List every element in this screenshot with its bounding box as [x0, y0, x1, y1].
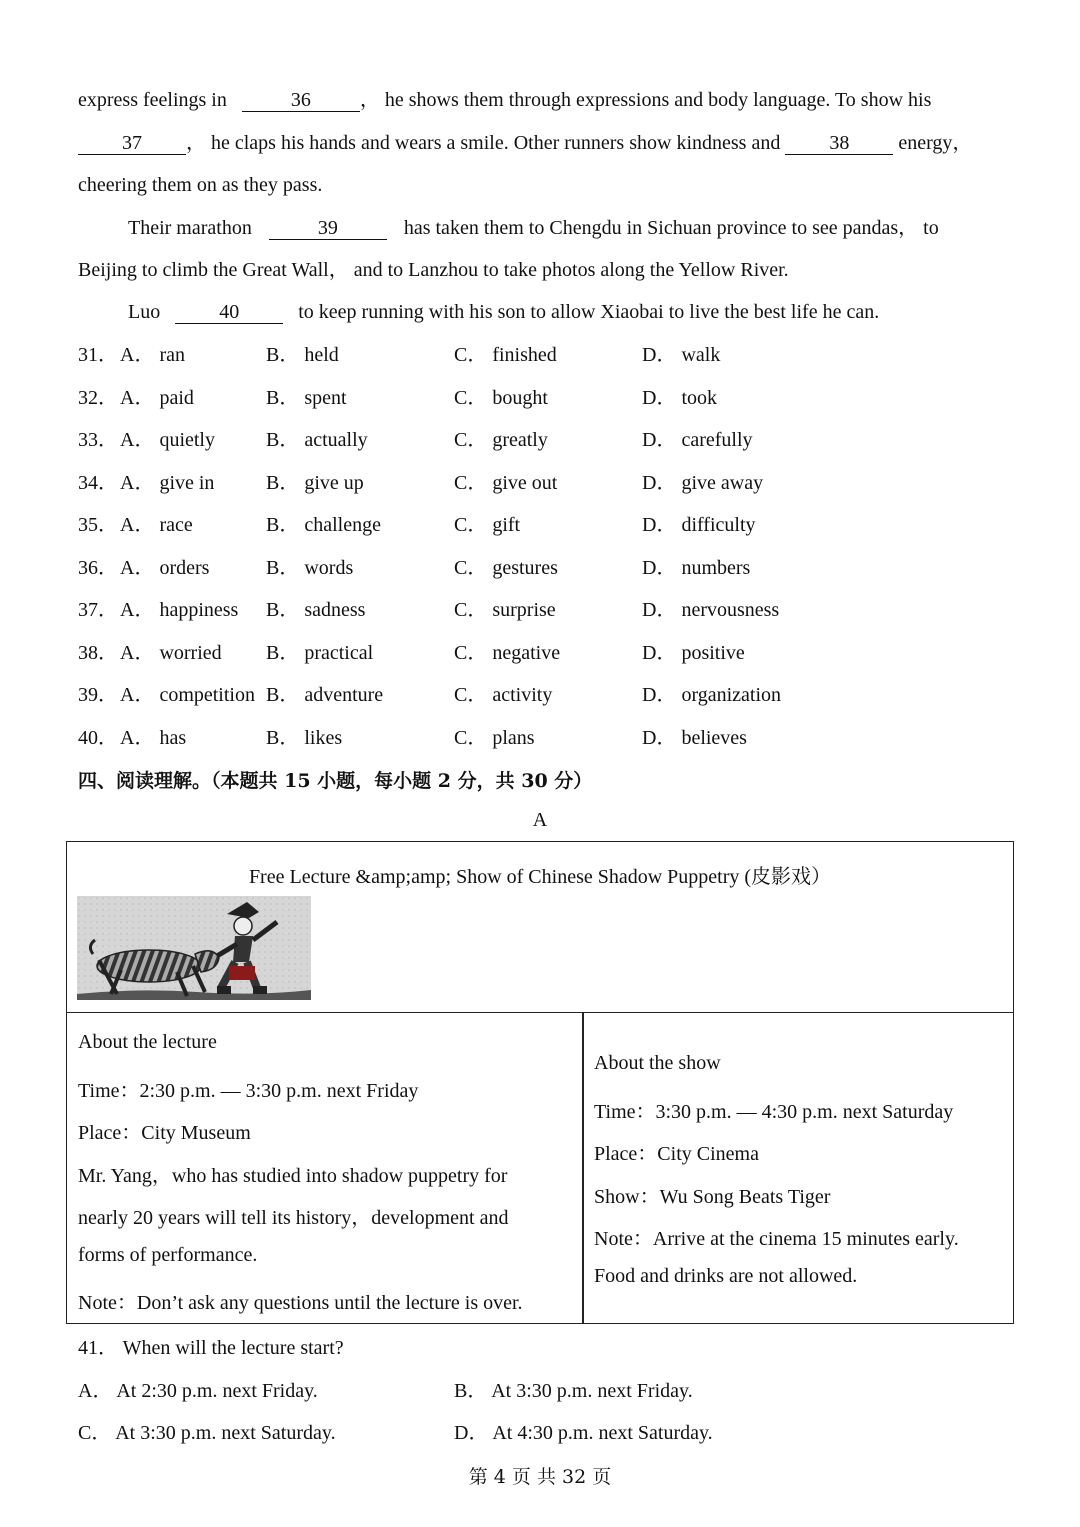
lecture-info-box [66, 1012, 584, 1324]
show-time: Time：3:30 p.m. — 4:30 p.m. next Saturday [594, 1101, 954, 1123]
page-footer: 第 4 页 共 32 页 [468, 1466, 612, 1488]
passage-line-6: Luo 40 to keep running with his son to allow Xiaobai to live the best life he can. [128, 301, 880, 323]
passage-line-2: 37 ， he claps his hands and wears a smile. Other runners show kindness and 38 energy， [78, 131, 972, 155]
blank-40: 40 [175, 301, 283, 324]
option-number: 36． [78, 556, 118, 579]
notice-header-box [66, 841, 1014, 1013]
option-choice-d[interactable]: D． difficulty [642, 514, 756, 536]
option-choice-b[interactable]: B． held [266, 344, 339, 366]
option-choice-a[interactable]: A． competition [120, 684, 255, 706]
option-choice-d[interactable]: D． walk [642, 344, 721, 366]
option-choice-d[interactable]: D． organization [642, 684, 782, 706]
show-heading: About the show [594, 1052, 721, 1074]
lecture-desc-3: forms of performance. [78, 1244, 258, 1266]
option-number: 34． [78, 471, 118, 494]
option-choice-b[interactable]: B． spent [266, 386, 347, 409]
option-choice-d[interactable]: D． carefully [642, 429, 753, 451]
show-name: Show：Wu Song Beats Tiger [594, 1186, 831, 1208]
option-choice-b[interactable]: B． adventure [266, 684, 384, 706]
show-info-box [582, 1012, 1014, 1324]
option-choice-b[interactable]: B． actually [266, 429, 368, 451]
shadow-puppet-image [77, 896, 311, 1000]
question-41-stem: 41． When will the lecture start? [78, 1337, 344, 1359]
option-number: 37． [78, 599, 118, 621]
option-choice-a[interactable]: A． race [120, 514, 193, 536]
passage-line-1: express feelings in 36 ， he shows them through expressions and body language. To show his [78, 89, 932, 111]
option-choice-a[interactable]: A． ran [120, 344, 185, 366]
notice-title: Free Lecture &amp;amp; Show of Chinese Shadow Puppetry (皮影戏） [248, 866, 832, 888]
option-choice-c[interactable]: C． finished [454, 344, 557, 366]
option-number: 32． [78, 386, 118, 409]
option-choice-b[interactable]: B． practical [266, 641, 374, 664]
option-choice-c[interactable]: C． gestures [454, 556, 558, 579]
passage-label: A [532, 809, 548, 831]
option-choice-c[interactable]: C． gift [454, 514, 521, 536]
question-41-option-a[interactable]: A． At 2:30 p.m. next Friday. [78, 1380, 318, 1402]
option-choice-a[interactable]: A． has [120, 726, 187, 749]
option-choice-c[interactable]: C． plans [454, 726, 535, 749]
option-choice-c[interactable]: C． greatly [454, 429, 548, 451]
option-choice-c[interactable]: C． give out [454, 471, 558, 494]
option-choice-a[interactable]: A． quietly [120, 429, 215, 451]
option-choice-d[interactable]: D． believes [642, 726, 747, 749]
option-choice-d[interactable]: D． give away [642, 471, 764, 494]
option-number: 35． [78, 514, 118, 536]
option-choice-c[interactable]: C． bought [454, 386, 548, 409]
show-note-2: Food and drinks are not allowed. [594, 1265, 858, 1287]
passage-line-5: Beijing to climb the Great Wall， and to Lanzhou to take photos along the Yellow River. [78, 259, 789, 281]
passage-line-3: cheering them on as they pass. [78, 174, 323, 196]
option-choice-c[interactable]: C． surprise [454, 599, 556, 621]
option-choice-a[interactable]: A． orders [120, 556, 210, 579]
question-41-option-b[interactable]: B． At 3:30 p.m. next Friday. [454, 1380, 693, 1402]
option-choice-b[interactable]: B． words [266, 556, 354, 579]
question-41-option-d[interactable]: D． At 4:30 p.m. next Saturday. [454, 1422, 713, 1444]
option-choice-d[interactable]: D． took [642, 386, 717, 409]
lecture-desc-1: Mr. Yang，who has studied into shadow puppetry for [78, 1165, 508, 1187]
lecture-time: Time：2:30 p.m. — 3:30 p.m. next Friday [78, 1080, 419, 1102]
option-choice-a[interactable]: A． paid [120, 386, 194, 409]
option-choice-b[interactable]: B． sadness [266, 599, 366, 621]
lecture-note: Note：Don’t ask any questions until the lecture is over. [78, 1292, 523, 1314]
option-choice-c[interactable]: C． activity [454, 684, 553, 706]
section-title: 四、阅读理解。（本题共 15 小题，每小题 2 分，共 30 分） [78, 770, 593, 792]
lecture-heading: About the lecture [78, 1031, 217, 1053]
option-choice-a[interactable]: A． happiness [120, 599, 239, 621]
show-note-1: Note：Arrive at the cinema 15 minutes early. [594, 1228, 959, 1250]
option-choice-a[interactable]: A． worried [120, 641, 222, 664]
blank-38: 38 [785, 132, 893, 155]
option-number: 31． [78, 344, 118, 366]
option-choice-d[interactable]: D． nervousness [642, 599, 780, 621]
option-number: 39． [78, 684, 118, 706]
option-choice-d[interactable]: D． numbers [642, 556, 751, 579]
option-choice-c[interactable]: C． negative [454, 641, 561, 664]
option-choice-a[interactable]: A． give in [120, 471, 215, 494]
blank-39: 39 [269, 217, 387, 240]
option-choice-d[interactable]: D． positive [642, 641, 745, 664]
blank-36: 36 [242, 89, 360, 112]
passage-line-4: Their marathon 39 has taken them to Chengdu in Sichuan province to see pandas， to [128, 217, 939, 239]
option-choice-b[interactable]: B． challenge [266, 514, 381, 536]
option-choice-b[interactable]: B． likes [266, 726, 343, 749]
lecture-desc-2: nearly 20 years will tell its history，development and [78, 1207, 509, 1229]
option-choice-b[interactable]: B． give up [266, 471, 364, 494]
option-number: 33． [78, 429, 118, 451]
question-41-option-c[interactable]: C． At 3:30 p.m. next Saturday. [78, 1422, 336, 1444]
option-number: 38． [78, 641, 118, 664]
show-place: Place：City Cinema [594, 1143, 759, 1165]
option-number: 40． [78, 726, 118, 749]
lecture-place: Place：City Museum [78, 1122, 251, 1144]
blank-37: 37 [78, 132, 186, 155]
